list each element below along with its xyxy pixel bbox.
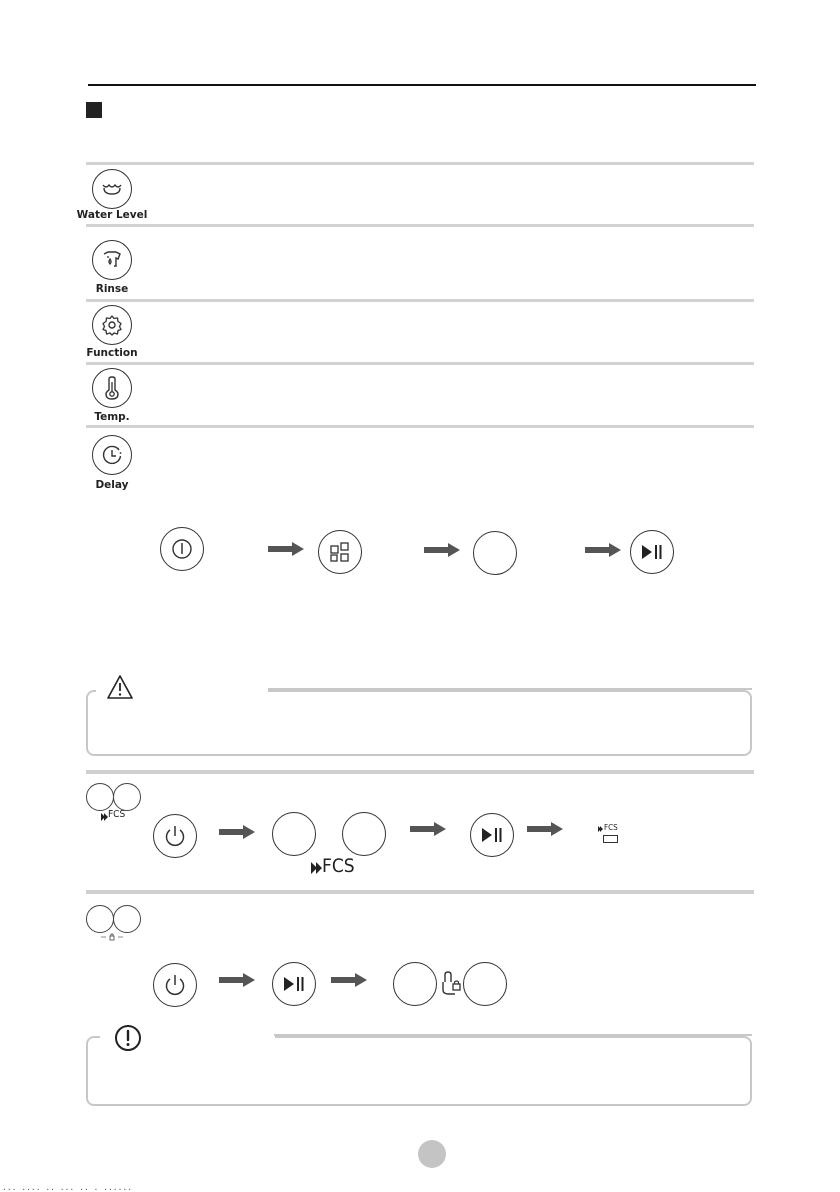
power-button[interactable] — [160, 527, 204, 571]
water-level-icon — [101, 182, 123, 196]
arrow-icon — [268, 542, 304, 556]
notice-box — [86, 1036, 752, 1106]
section-divider — [86, 770, 754, 774]
water-level-label: Water Level — [76, 209, 148, 221]
power-icon — [164, 973, 186, 997]
function-button[interactable] — [92, 305, 132, 345]
divider — [86, 162, 754, 165]
play-pause-icon — [283, 976, 305, 992]
program-button[interactable] — [318, 530, 362, 574]
rinse-button[interactable] — [92, 240, 132, 280]
temp-label: Temp. — [94, 411, 130, 423]
footer-text: ... .... .. ... .. . ...... — [2, 1183, 133, 1192]
water-level-button[interactable] — [92, 169, 132, 209]
combo-button-a-large[interactable] — [272, 812, 316, 856]
gear-icon — [101, 314, 123, 336]
arrow-icon — [331, 973, 367, 987]
fcs-display-label: FCS — [604, 823, 618, 832]
temp-button[interactable] — [92, 368, 132, 408]
child-lock-small-icon — [100, 933, 124, 941]
lock-combo-button-a[interactable] — [86, 905, 114, 933]
lock-combo-button-b[interactable] — [113, 905, 141, 933]
lock-combo-button-b-large[interactable] — [463, 962, 507, 1006]
section-divider — [86, 890, 754, 894]
start-pause-button[interactable] — [630, 530, 674, 574]
combo-button-a[interactable] — [86, 783, 114, 811]
exclamation-icon — [114, 1024, 142, 1052]
notice-rule — [274, 1034, 752, 1036]
section-heading-marker — [86, 102, 102, 118]
rinse-icon — [101, 250, 123, 270]
arrow-icon — [219, 973, 255, 987]
divider — [86, 362, 754, 365]
start-pause-button[interactable] — [272, 962, 316, 1006]
divider — [86, 299, 754, 302]
header-rule — [88, 84, 756, 86]
rinse-label: Rinse — [95, 283, 129, 295]
thermometer-icon — [104, 376, 120, 400]
power-icon — [171, 538, 193, 560]
combo-button-b-large[interactable] — [342, 812, 386, 856]
arrow-icon — [527, 822, 563, 836]
lock-combo-button-a-large[interactable] — [393, 962, 437, 1006]
function-label: Function — [86, 347, 138, 359]
fcs-label-large: FCS — [322, 855, 355, 877]
power-icon — [164, 824, 186, 848]
blank-button[interactable] — [473, 531, 517, 575]
arrow-icon — [410, 822, 446, 836]
arrow-icon — [219, 825, 255, 839]
warning-rule — [268, 688, 752, 690]
page-number-badge — [418, 1140, 446, 1168]
delay-clock-icon — [101, 444, 123, 466]
play-pause-icon — [641, 544, 663, 560]
play-pause-icon — [481, 827, 503, 843]
combo-button-b[interactable] — [113, 783, 141, 811]
power-button[interactable] — [153, 963, 197, 1007]
arrow-icon — [585, 543, 621, 557]
warning-box — [86, 690, 752, 756]
divider — [86, 425, 754, 428]
fcs-label: FCS — [108, 809, 126, 820]
divider — [86, 224, 754, 227]
start-pause-button[interactable] — [470, 813, 514, 857]
delay-label: Delay — [95, 479, 129, 491]
program-grid-icon — [330, 542, 350, 562]
power-button[interactable] — [153, 814, 197, 858]
warning-icon — [106, 674, 134, 700]
child-lock-icon — [439, 970, 463, 996]
fcs-display-indicator — [603, 835, 618, 843]
arrow-icon — [424, 543, 460, 557]
delay-button[interactable] — [92, 435, 132, 475]
